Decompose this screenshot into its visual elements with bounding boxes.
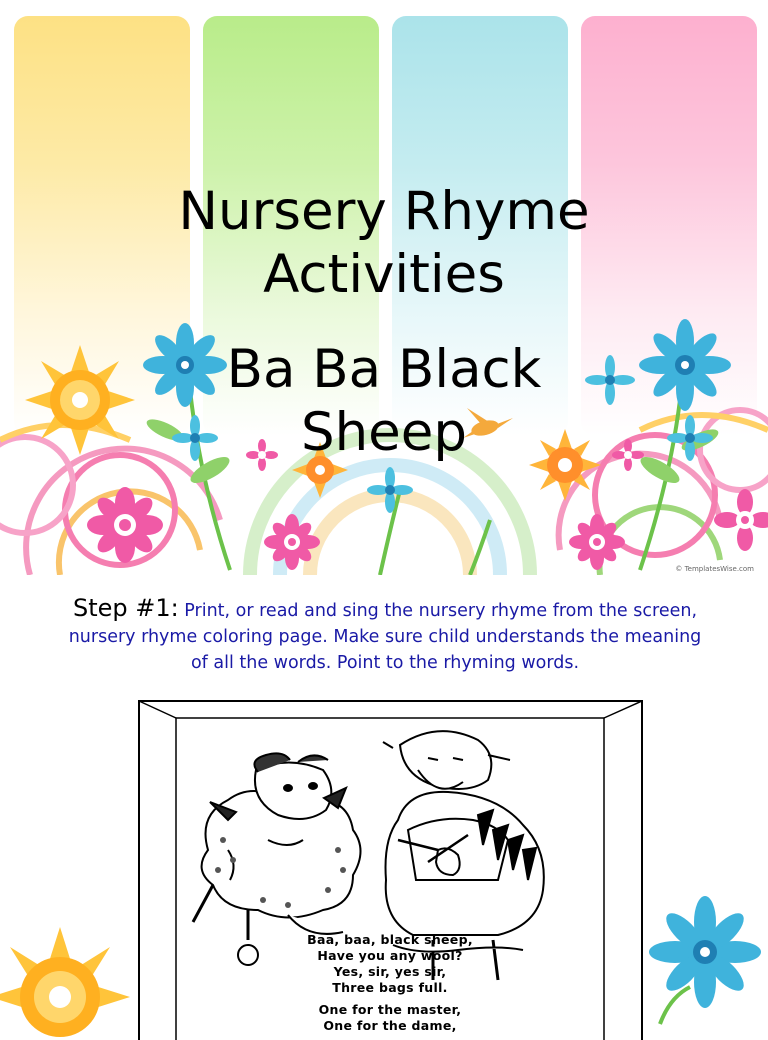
stanza-1 <box>220 932 560 996</box>
subtitle-line1: Ba Ba Black <box>226 339 542 400</box>
title-line1: Nursery Rhyme <box>178 181 590 242</box>
step-label: Step #1: <box>72 594 179 622</box>
step-body: Print, or read and sing the nursery rhyme from the screen, nursery rhyme coloring page. Make sure child understands the meaning of all the words. Point to the rhyming words. <box>68 601 702 673</box>
step-instructions <box>60 595 710 689</box>
rhyme-text <box>220 932 560 1040</box>
copyright-notice: © TemplatesWise.com <box>675 565 754 573</box>
stanza-2 <box>220 1002 560 1034</box>
rhyme-line: Baa, baa, black sheep, <box>307 932 473 947</box>
page-subtitle <box>0 338 768 464</box>
rhyme-line: Have you any wool? <box>317 948 463 963</box>
rhyme-line: Three bags full. <box>332 980 448 995</box>
rhyme-line: One for the dame, <box>323 1018 457 1033</box>
step-slide <box>0 575 768 1033</box>
blue-flower-icon <box>640 897 768 1024</box>
rhyme-line: One for the master, <box>318 1002 462 1017</box>
title-line2: Activities <box>263 244 505 305</box>
subtitle-line2: Sheep <box>300 402 468 463</box>
page-title <box>0 180 768 306</box>
rhyme-line: Yes, sir, yes sir, <box>333 964 447 979</box>
sun-flower-icon <box>0 897 140 1024</box>
